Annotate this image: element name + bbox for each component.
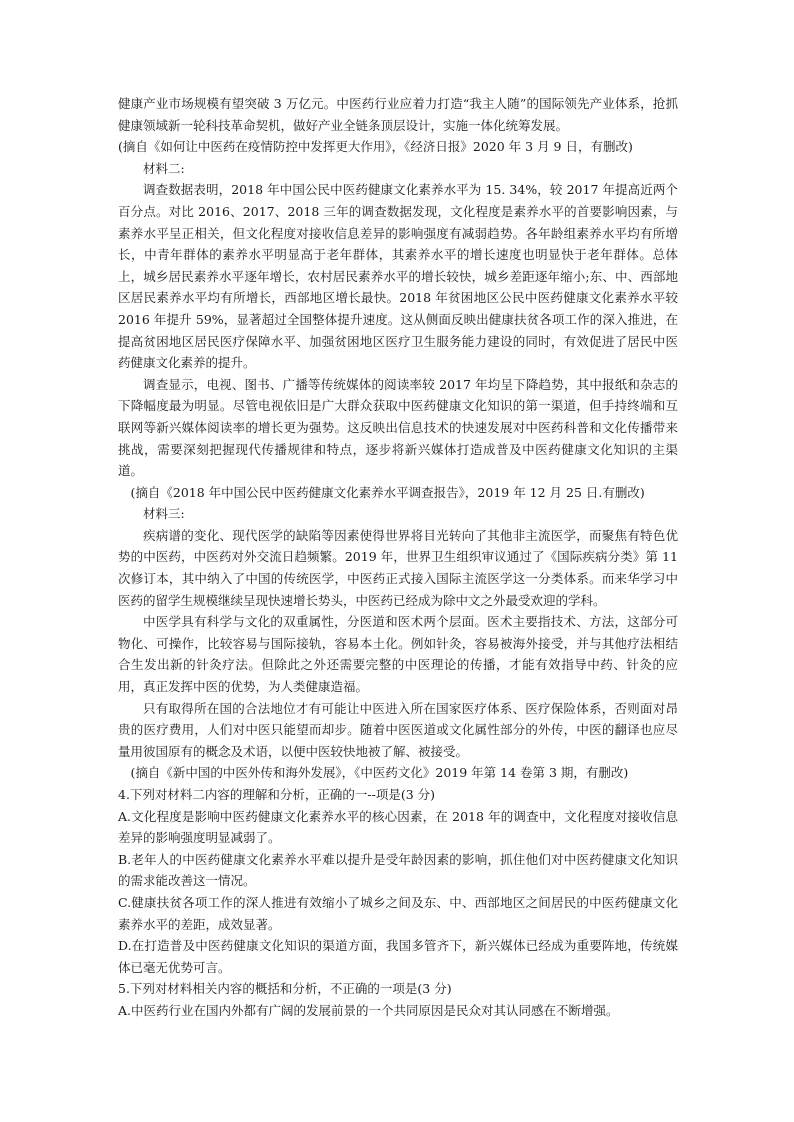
question-stem: 5.下列对材料相关内容的概括和分析，不正确的一项是(3 分) xyxy=(118,981,452,997)
body-paragraph: 疾病谱的变化、现代医学的缺陷等因素使得世界将目光转向了其他非主流医学，而聚焦有特色优势的中医药，中医药对外交流日趋频繁。2019 年，世界卫生组织审议通过了《国际疾病分类》第 11 次修订本，其中纳入了中国的传统医学，中医药正式接入国际主流医学这一分类体系。而来华学习中医药的留学生规模继续呈现快速增长势头，中医药已经成为除中文之外最受欢迎的学科。 xyxy=(118,527,678,608)
question-stem: 4.下列对材料二内容的理解和分析，正确的一--项是(3 分) xyxy=(118,787,436,802)
section-heading: 材料三: xyxy=(143,506,185,522)
answer-option: C.健康扶贫各项工作的深人推进有效缩小了城乡之间及东、中、西部地区之间居民的中医药健康文化素养水平的差距，成效显著。 xyxy=(118,894,678,932)
section-heading: 材料二: xyxy=(143,160,185,176)
body-paragraph: 只有取得所在国的合法地位才有可能让中医进入所在国家医疗体系、医疗保险体系，否则面对昂贵的医疗费用，人们对中医只能望而却步。随着中医医道或文化属性部分的外传，中医的翻译也应尽量用彼国原有的概念及术语，以便中医较快地被了解、被接受。 xyxy=(118,700,678,759)
answer-option: B.老年人的中医药健康文化素养水平难以提升是受年龄因素的影响，抓住他们对中医药健康文化知识的需求能改善这一情况。 xyxy=(118,851,678,889)
document-page xyxy=(118,93,678,1022)
body-paragraph: 调查数据表明，2018 年中国公民中医药健康文化素养水平为 15. 34%，较 2017 年提高近两个百分点。对比 2016、2017、2018 三年的调查数据发现，文化程度是素养水平的首要影响因素，与素养水平呈正相关，但文化程度对接收信息差异的影响强度有减弱趋势。各年龄组素养水平均有所增长，中青年群体的素养水平明显高于老年群体，其素养水平的增长速度也明显快于老年群体。总体上，城乡居民素养水平逐年增长，农村居民素养水平的增长较快，城乡差距逐年缩小;东、中、西部地区居民素养水平均有所增长，西部地区增长最快。2018 年贫困地区公民中医药健康文化素养水平较 2016 年提升 59%，显著超过全国整体提升速度。这从侧面反映出健康扶贫各项工作的深入推进，在提高贫困地区居民医疗保障水平、加强贫困地区医疗卫生服务能力建设的同时，有效促进了居民中医药健康文化素养的提升。 xyxy=(118,182,678,371)
body-paragraph: 中医学具有科学与文化的双重属性，分医道和医术两个层面。医术主要指技术、方法，这部分可物化、可操作，比较容易与国际接轨，容易本土化。例如针灸，容易被海外接受，并与其他疗法相结合生发出新的针灸疗法。但除此之外还需要完整的中医理论的传播，才能有效指导中药、针灸的应用，真正发挥中医的优势，为人类健康造福。 xyxy=(118,614,678,695)
answer-option: D.在打造普及中医药健康文化知识的渠道方面，我国多管齐下，新兴媒体已经成为重要阵地，传统媒体已毫无优势可言。 xyxy=(118,938,678,975)
answer-option: A.中医药行业在国内外都有广阔的发展前景的一个共同原因是民众对其认同感在不断增强。 xyxy=(118,1002,619,1018)
source-citation: (摘自《2018 年中国公民中医药健康文化素养水平调查报告》，2019 年 12 月 25 日.有删改) xyxy=(130,484,645,500)
body-paragraph: 调查显示，电视、图书、广播等传统媒体的阅读率较 2017 年均呈下降趋势，其中报纸和杂志的下降幅度最为明显。尽管电视依旧是广大群众获取中医药健康文化知识的第一渠道，但手持终端和互联网等新兴媒体阅读率的增长更为强势。这反映出信息技术的快速发展对中医药科普和文化传播带来挑战，需要深刻把握现代传播规律和特点，逐步将新兴媒体打造成普及中医药健康文化知识的主渠道。 xyxy=(118,376,678,479)
source-citation: (摘自《新中国的中医外传和海外发展》，《中医药文化》2019 年第 14 卷第 3 期，有删改) xyxy=(130,765,629,781)
source-line: 健康产业市场规模有望突破 3 万亿元。中医药行业应着力打造“我主人随”的国际领先产业体系，抢抓健康领域新一轮科技革命契机，做好产业全链条顶层设计，实施一体化统筹发展。 xyxy=(118,96,678,133)
source-line: (摘自《如何让中医药在疫情防控中发挥更大作用》，《经济日报》2020 年 3 月 9 日，有删改) xyxy=(118,139,633,155)
answer-option: A.文化程度是影响中医药健康文化素养水平的核心因素，在 2018 年的调查中，文化程度对接收信息差异的影响强度明显减弱了。 xyxy=(118,808,678,846)
